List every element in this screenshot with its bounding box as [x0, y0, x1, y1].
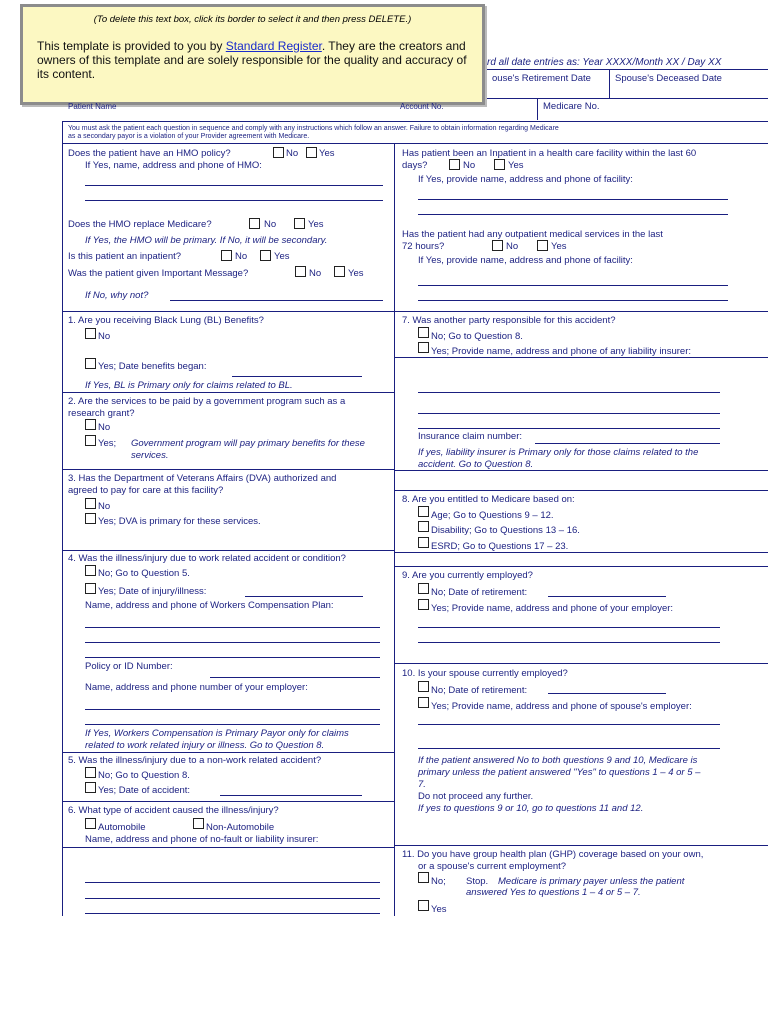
hmo-policy-question: Does the patient have an HMO policy? [68, 148, 231, 159]
q6-accident-type: 6. What type of accident caused the illness/injury? [68, 805, 279, 816]
outpatient-no-checkbox[interactable] [492, 240, 503, 251]
why-not-line[interactable] [170, 300, 383, 301]
inpatient-60-no-label: No [463, 160, 476, 171]
q1-yes-checkbox[interactable] [85, 358, 96, 369]
inpatient-facility-line-1[interactable] [418, 199, 728, 200]
q3-no-checkbox[interactable] [85, 498, 96, 509]
q1-black-lung: 1. Are you receiving Black Lung (BL) Benefits? [68, 315, 264, 326]
q3-dva-1: 3. Has the Department of Veterans Affairs (DVA) authorized and [68, 473, 337, 484]
hmo-replace-yes-label: Yes [308, 219, 324, 230]
hmo-replace-yes-checkbox[interactable] [294, 218, 305, 229]
hmo-info-line-1[interactable] [85, 185, 383, 186]
outpatient-facility-line-2[interactable] [418, 300, 728, 301]
outpatient-no-label: No [506, 241, 519, 252]
inpatient-60-no-checkbox[interactable] [449, 159, 460, 170]
q3-yes-checkbox[interactable] [85, 513, 96, 524]
inpatient-yes-label: Yes [274, 251, 290, 262]
q11-no-label: No; [431, 876, 446, 887]
q7-no-checkbox[interactable] [418, 327, 429, 338]
q9-yes-checkbox[interactable] [418, 599, 429, 610]
header-line-4 [62, 143, 768, 144]
q10-note-1: If the patient answered No to both questions 9 and 10, Medicare is [418, 755, 698, 766]
notice-text-after: . They are the creators and owners of this template and are solely responsible for the quality and accuracy of its content. [37, 39, 467, 81]
header-divider [609, 69, 610, 99]
center-divider [394, 143, 395, 916]
q5-yes-label: Yes; Date of accident: [98, 785, 191, 796]
inpatient-60-days-question-2: days? [402, 160, 428, 171]
q6-insurer-label: Name, address and phone of no-fault or liability insurer: [85, 834, 319, 845]
q7-note-1: If yes, liability insurer is Primary only for those claims related to the [418, 447, 699, 458]
q7-insurer-line-3[interactable] [418, 428, 720, 429]
hmo-policy-yes-checkbox[interactable] [306, 147, 317, 158]
q11-no-checkbox[interactable] [418, 872, 429, 883]
hmo-policy-no-checkbox[interactable] [273, 147, 284, 158]
q2-no-checkbox[interactable] [85, 419, 96, 430]
instructions-line-2: as a secondary payor is a violation of your Provider agreement with Medicare. [68, 133, 310, 140]
q5-divider [62, 801, 394, 802]
q9-no-label: No; Date of retirement: [431, 587, 528, 598]
q6-auto-checkbox[interactable] [85, 818, 96, 829]
standard-register-link[interactable]: Standard Register [225, 39, 322, 53]
q10-divider [394, 845, 768, 846]
q9-retirement-date-line[interactable] [548, 596, 666, 597]
q6-nonauto-checkbox[interactable] [193, 818, 204, 829]
q11-note-1: Medicare is primary payer unless the patient [498, 876, 685, 887]
inpatient-60-days-question-1: Has patient been an Inpatient in a health care facility within the last 60 [402, 148, 697, 159]
inpatient-60-facility-label: If Yes, provide name, address and phone of facility: [418, 174, 633, 185]
q4-no-checkbox[interactable] [85, 565, 96, 576]
q4-employer-line-1[interactable] [85, 709, 380, 710]
q4-employer-label: Name, address and phone number of your employer: [85, 682, 308, 693]
header-divider-2 [537, 98, 538, 120]
q6-nonauto-label: Non-Automobile [206, 822, 275, 833]
q2-yes-checkbox[interactable] [85, 435, 96, 446]
q4-yes-checkbox[interactable] [85, 583, 96, 594]
q4-no-label: No; Go to Question 5. [98, 568, 190, 579]
q7-no-label: No; Go to Question 8. [431, 331, 523, 342]
instructions-line-1: You must ask the patient each question in sequence and comply with any instructions which follow an answer. Failure to obtain information regarding Medicare [68, 125, 559, 132]
q1-note: If Yes, BL is Primary only for claims related to BL. [85, 380, 293, 391]
q10-yes-label: Yes; Provide name, address and phone of spouse's employer: [431, 701, 692, 712]
hmo-replace-no-checkbox[interactable] [249, 218, 260, 229]
q7-claim-label: Insurance claim number: [418, 431, 523, 442]
q5-date-line[interactable] [220, 795, 362, 796]
q5-no-checkbox[interactable] [85, 767, 96, 778]
q4-wc-line-1[interactable] [85, 627, 380, 628]
q7-insurer-line-1[interactable] [418, 392, 720, 393]
hmo-info-label: If Yes, name, address and phone of HMO: [85, 160, 262, 171]
q7-divider-a [394, 357, 768, 358]
notice-body [37, 39, 477, 81]
notice-title: (To delete this text box, click its border to select it and then press DELETE.) [93, 14, 412, 25]
q7-yes-label: Yes; Provide name, address and phone of any liability insurer: [431, 346, 691, 357]
q4-policy-label: Policy or ID Number: [85, 661, 173, 672]
outpatient-question-2: 72 hours? [402, 241, 445, 252]
why-not-label: If No, why not? [85, 290, 149, 301]
q8-age-checkbox[interactable] [418, 506, 429, 517]
q8-disability-checkbox[interactable] [418, 521, 429, 532]
q1-no-label: No [98, 331, 111, 342]
q2-no-label: No [98, 422, 111, 433]
q6-insurer-line-1[interactable] [85, 882, 380, 883]
q9-no-checkbox[interactable] [418, 583, 429, 594]
q10-no-checkbox[interactable] [418, 681, 429, 692]
q8-divider [394, 552, 768, 553]
q1-date-line[interactable] [232, 376, 362, 377]
inpatient-no-checkbox[interactable] [221, 250, 232, 261]
outpatient-question-1: Has the patient had any outpatient medical services in the last [402, 229, 663, 240]
important-message-yes-checkbox[interactable] [334, 266, 345, 277]
important-message-no-label: No [309, 268, 322, 279]
q2-divider [62, 469, 394, 470]
q3-divider [62, 550, 394, 551]
important-message-yes-label: Yes [348, 268, 364, 279]
important-message-question: Was the patient given Important Message? [68, 268, 249, 279]
q8-esrd-checkbox[interactable] [418, 537, 429, 548]
q10-stop-note: Do not proceed any further. [418, 791, 534, 802]
q10-goto-note: If yes to questions 9 or 10, go to questions 11 and 12. [418, 803, 644, 814]
q3-dva-2: agreed to pay for care at this facility? [68, 485, 224, 496]
hmo-replace-no-label: No [264, 219, 277, 230]
inpatient-yes-checkbox[interactable] [260, 250, 271, 261]
q7-divider-c [394, 490, 768, 491]
hmo-info-line-2[interactable] [85, 200, 383, 201]
q4-note-1: If Yes, Workers Compensation is Primary Payor only for claims [85, 728, 349, 739]
hmo-replace-question: Does the HMO replace Medicare? [68, 219, 212, 230]
inpatient-60-yes-label: Yes [508, 160, 524, 171]
q11-ghp-2: or a spouse's current employment? [418, 861, 567, 872]
q10-note-3: 7. [418, 779, 426, 790]
hmo-policy-no-label: No [286, 148, 299, 159]
q7-divider-b [394, 470, 768, 471]
q2-note-1: Government program will pay primary benefits for these [131, 438, 365, 449]
outpatient-yes-checkbox[interactable] [537, 240, 548, 251]
notice-text-before: This template is provided to you by [37, 39, 226, 53]
inpatient-question: Is this patient an inpatient? [68, 251, 182, 262]
q8-disability-label: Disability; Go to Questions 13 – 16. [431, 525, 580, 536]
header-line-top [487, 69, 768, 70]
q4-date-line[interactable] [245, 596, 363, 597]
outpatient-facility-label: If Yes, provide name, address and phone of facility: [418, 255, 633, 266]
q11-yes-label: Yes [431, 904, 447, 915]
q1-yes-label: Yes; Date benefits began: [98, 361, 207, 372]
q10-employer-line-1[interactable] [418, 724, 720, 725]
q3-yes-label: Yes; DVA is primary for these services. [98, 516, 261, 527]
q8-entitled: 8. Are you entitled to Medicare based on: [402, 494, 575, 505]
q2-government-1: 2. Are the services to be paid by a government program such as a [68, 396, 346, 407]
q4-note-2: related to work related injury or illness. Go to Question 8. [85, 740, 325, 751]
q2-note-2: services. [131, 450, 169, 461]
q3-no-label: No [98, 501, 111, 512]
q11-ghp-1: 11. Do you have group health plan (GHP) coverage based on your own, [402, 849, 704, 860]
left-border [62, 121, 63, 916]
q9-yes-label: Yes; Provide name, address and phone of your employer: [431, 603, 674, 614]
outpatient-yes-label: Yes [551, 241, 567, 252]
q10-spouse-employed: 10. Is your spouse currently employed? [402, 668, 568, 679]
q9-employer-line-2[interactable] [418, 642, 720, 643]
q1-no-checkbox[interactable] [85, 328, 96, 339]
q7-claim-line[interactable] [535, 443, 720, 444]
spouse-deceased-date-label: Spouse's Deceased Date [615, 73, 722, 84]
medicare-no-label: Medicare No. [543, 101, 600, 112]
q8-divider-b [394, 566, 768, 567]
hmo-policy-yes-label: Yes [319, 148, 335, 159]
q2-yes-label: Yes; [98, 438, 117, 449]
q7-another-party: 7. Was another party responsible for this accident? [402, 315, 616, 326]
q7-note-2: accident. Go to Question 8. [418, 459, 534, 470]
q10-employer-line-2[interactable] [418, 748, 720, 749]
q11-yes-checkbox[interactable] [418, 900, 429, 911]
date-format-note: rd all date entries as: Year XXXX/Month XX / Day XX [487, 57, 722, 68]
patient-name-label: Patient Name [68, 102, 117, 111]
q4-divider [62, 752, 394, 753]
q6-auto-label: Automobile [98, 822, 146, 833]
q11-stop-label: Stop. [466, 876, 489, 887]
q9-divider [394, 663, 768, 664]
q4-yes-label: Yes; Date of injury/illness: [98, 586, 207, 597]
q5-yes-checkbox[interactable] [85, 782, 96, 793]
header-line-2 [487, 98, 768, 99]
q10-retirement-date-line[interactable] [548, 693, 666, 694]
important-message-no-checkbox[interactable] [295, 266, 306, 277]
q2-government-2: research grant? [68, 408, 135, 419]
q4-work-related: 4. Was the illness/injury due to work related accident or condition? [68, 553, 346, 564]
q6-insurer-line-3[interactable] [85, 913, 380, 914]
hmo-replace-note: If Yes, the HMO will be primary. If No, it will be secondary. [85, 235, 328, 246]
q4-wc-line-3[interactable] [85, 657, 380, 658]
q10-no-label: No; Date of retirement: [431, 685, 528, 696]
q7-yes-checkbox[interactable] [418, 342, 429, 353]
q5-non-work: 5. Was the illness/injury due to a non-work related accident? [68, 755, 322, 766]
q6-insurer-line-2[interactable] [85, 898, 380, 899]
outpatient-facility-line-1[interactable] [418, 285, 728, 286]
q4-policy-line[interactable] [210, 677, 380, 678]
q5-no-label: No; Go to Question 8. [98, 770, 190, 781]
spouse-retirement-date-label: ouse's Retirement Date [492, 73, 591, 84]
q6-divider [62, 847, 394, 848]
q10-yes-checkbox[interactable] [418, 697, 429, 708]
section-divider-main [62, 311, 768, 312]
q11-note-2: answered Yes to questions 1 – 4 or 5 – 7. [466, 887, 641, 898]
header-line-3 [62, 121, 768, 122]
q8-age-label: Age; Go to Questions 9 – 12. [431, 510, 554, 521]
inpatient-facility-line-2[interactable] [418, 214, 728, 215]
q9-employed: 9. Are you currently employed? [402, 570, 533, 581]
q8-esrd-label: ESRD; Go to Questions 17 – 23. [431, 541, 569, 552]
inpatient-no-label: No [235, 251, 248, 262]
q9-employer-line-1[interactable] [418, 627, 720, 628]
q1-divider [62, 392, 394, 393]
q10-note-2: primary unless the patient answered "Yes" to questions 1 – 4 or 5 – [418, 767, 701, 778]
q4-wc-plan-label: Name, address and phone of Workers Compensation Plan: [85, 600, 334, 611]
q4-employer-line-2[interactable] [85, 724, 380, 725]
account-no-label: Account No. [400, 102, 444, 111]
inpatient-60-yes-checkbox[interactable] [494, 159, 505, 170]
template-notice-box[interactable] [20, 4, 485, 105]
q7-insurer-line-2[interactable] [418, 413, 720, 414]
q4-wc-line-2[interactable] [85, 642, 380, 643]
